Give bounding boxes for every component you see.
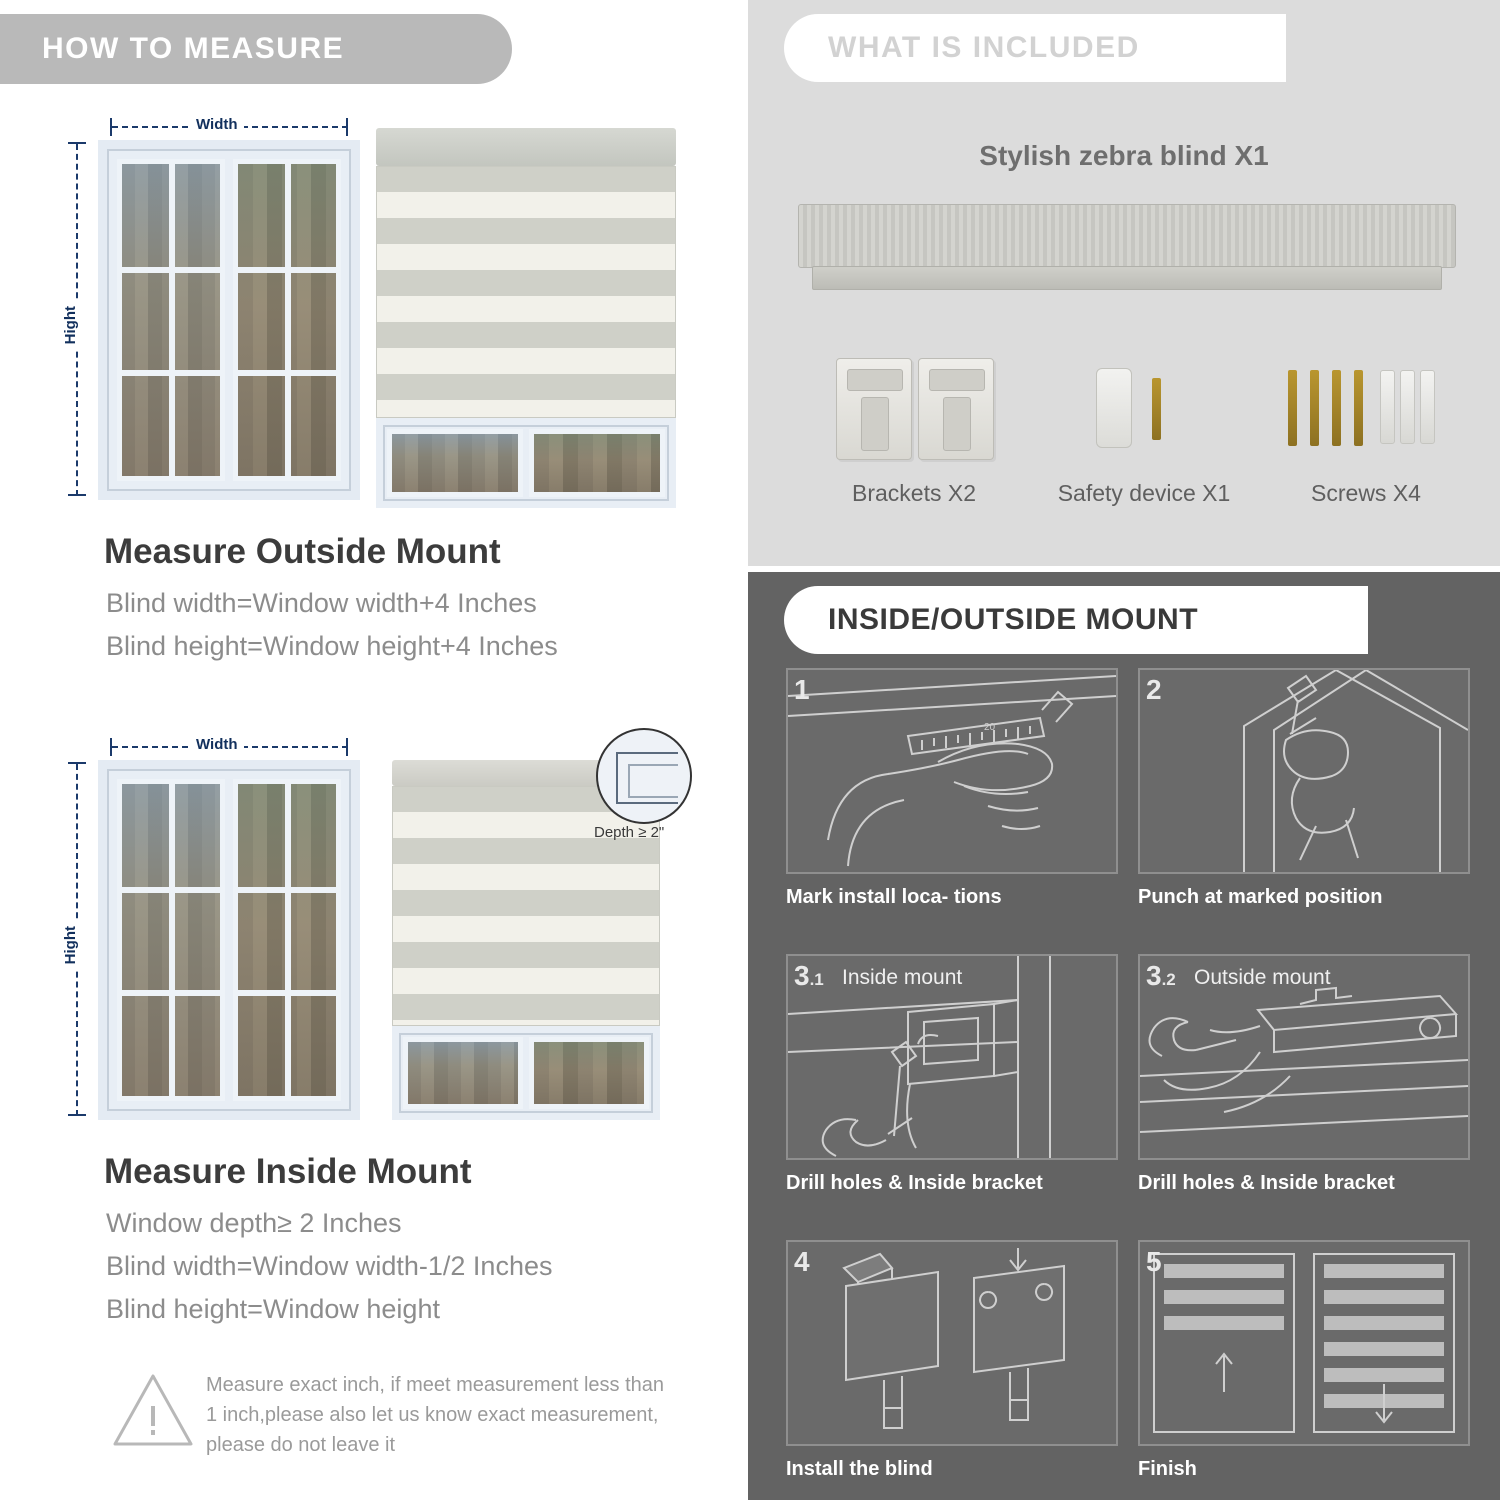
inside-outside-mount-header [784,586,1368,654]
hand-measuring-tape-icon [788,670,1116,872]
step-3-2-subtitle: Outside mount [1194,966,1331,989]
inside-height-label: Hight [62,920,79,970]
outside-height-label: Hight [62,300,79,350]
dim-tick [68,494,86,496]
blind-fabric [376,166,676,418]
step-3-2-number: 3.2 [1146,960,1176,991]
window-pane [233,779,341,1101]
window-panes [117,779,341,1101]
outside-mount-title: Measure Outside Mount [104,532,501,571]
step-3-1 [786,954,1118,1222]
step-3-1-subtitle: Inside mount [842,966,963,989]
step-1-illustration [786,668,1118,874]
step-2-caption: Punch at marked position [1138,886,1383,908]
screw-icon [1354,370,1363,446]
product-title: Stylish zebra blind X1 [979,140,1269,171]
window-pane [403,1037,523,1109]
what-is-included-title: WHAT IS INCLUDED [828,31,1140,64]
city-view [534,1042,644,1104]
dim-tick [110,738,112,756]
step-5-caption: Finish [1138,1458,1197,1480]
blind-install-icon [788,1242,1116,1444]
screw-icon [1310,370,1319,446]
depth-label: Depth ≥ 2" [594,824,665,841]
step-2-illustration [1138,668,1470,874]
safety-device-icon [1096,368,1132,448]
headrail-bottom [812,266,1442,290]
inside-mount-line-3: Blind height=Window height [106,1294,440,1324]
warning-triangle-icon [110,1370,196,1450]
window-panes [387,429,665,497]
part-screws [1258,350,1474,520]
dim-tick [68,142,86,144]
headrail-top [798,204,1456,268]
part-safety-device [1036,350,1252,520]
dim-tick [68,762,86,764]
window-pane [117,779,225,1101]
part-label: Brackets X2 [852,480,976,506]
dim-tick [68,1114,86,1116]
window-below-blind [376,418,676,508]
step-4-caption: Install the blind [786,1458,933,1480]
wall-anchor-icon [1380,370,1395,444]
part-label: Screws X4 [1311,480,1421,506]
step-5-illustration [1138,1240,1470,1446]
wall-anchor-icon [1420,370,1435,444]
step-1 [786,668,1118,936]
part-brackets [806,350,1022,520]
pane-grid [122,784,220,1096]
inside-outside-mount-title: INSIDE/OUTSIDE MOUNT [828,603,1199,636]
step-5-number: 5 [1146,1246,1162,1277]
dim-tick [346,738,348,756]
blind-fabric [392,786,660,1026]
wall-anchor-icon [1400,370,1415,444]
step-1-caption: Mark install loca- tions [786,886,1002,908]
window-pane [117,159,225,481]
outside-window-illustration [98,140,360,500]
inside-mount-line-1: Window depth≥ 2 Inches [106,1208,402,1238]
measure-note-text: Measure exact inch, if meet measurement less than 1 inch,please also let us know exact measurement, please do not leave it [206,1374,664,1456]
step-2-number: 2 [1146,674,1162,705]
dim-tick [346,118,348,136]
inside-mount-line-2: Blind width=Window width-1/2 Inches [106,1251,553,1281]
how-to-measure-title: HOW TO MEASURE [42,32,345,65]
step-4 [786,1240,1118,1508]
window-panes [403,1037,649,1109]
inside-window-illustration [98,760,360,1120]
blind-headrail [376,128,676,166]
bracket-icon [918,358,994,460]
outside-mount-blind-illustration [376,128,676,508]
city-view [408,1042,518,1104]
pane-grid [238,784,336,1096]
inside-mount-title: Measure Inside Mount [104,1152,472,1191]
window-panes [117,159,341,481]
what-is-included-header [784,14,1286,82]
outside-mount-line-1: Blind width=Window width+4 Inches [106,588,537,618]
window-pane [529,429,665,497]
zebra-blind-headrail-illustration [798,204,1454,294]
window-pane [233,159,341,481]
city-view [392,434,518,492]
pane-grid [238,164,336,476]
step-4-number: 4 [794,1246,810,1277]
measure-note [110,1370,670,1480]
outside-mount-line-2: Blind height=Window height+4 Inches [106,631,558,661]
how-to-measure-panel [0,0,744,1500]
step-3-1-caption: Drill holes & Inside bracket [786,1172,1043,1194]
step-3-2-caption: Drill holes & Inside bracket [1138,1172,1395,1194]
city-view [534,434,660,492]
step-3-2 [1138,954,1470,1222]
svg-text:20: 20 [984,722,996,733]
screw-icon [1288,370,1297,446]
inside-width-label: Width [190,736,244,753]
screw-icon [1152,378,1161,440]
screw-icon [1332,370,1341,446]
window-pane [529,1037,649,1109]
step-1-number: 1 [794,674,810,705]
what-is-included-panel [748,0,1500,566]
how-to-measure-header [0,14,512,84]
window-pane [387,429,523,497]
part-label: Safety device X1 [1057,480,1231,506]
step-4-illustration [786,1240,1118,1446]
bracket-icon [836,358,912,460]
step-3-1-number: 3.1 [794,960,824,991]
depth-detail-circle [596,728,692,824]
dim-tick [110,118,112,136]
outside-width-label: Width [190,116,244,133]
finished-blind-icon [1140,1242,1468,1444]
pane-grid [122,164,220,476]
step-5 [1138,1240,1470,1508]
window-below-blind [392,1026,660,1120]
inside-outside-mount-panel [748,572,1500,1500]
included-parts [788,350,1460,530]
step-2 [1138,668,1470,936]
drill-icon [1140,670,1468,872]
